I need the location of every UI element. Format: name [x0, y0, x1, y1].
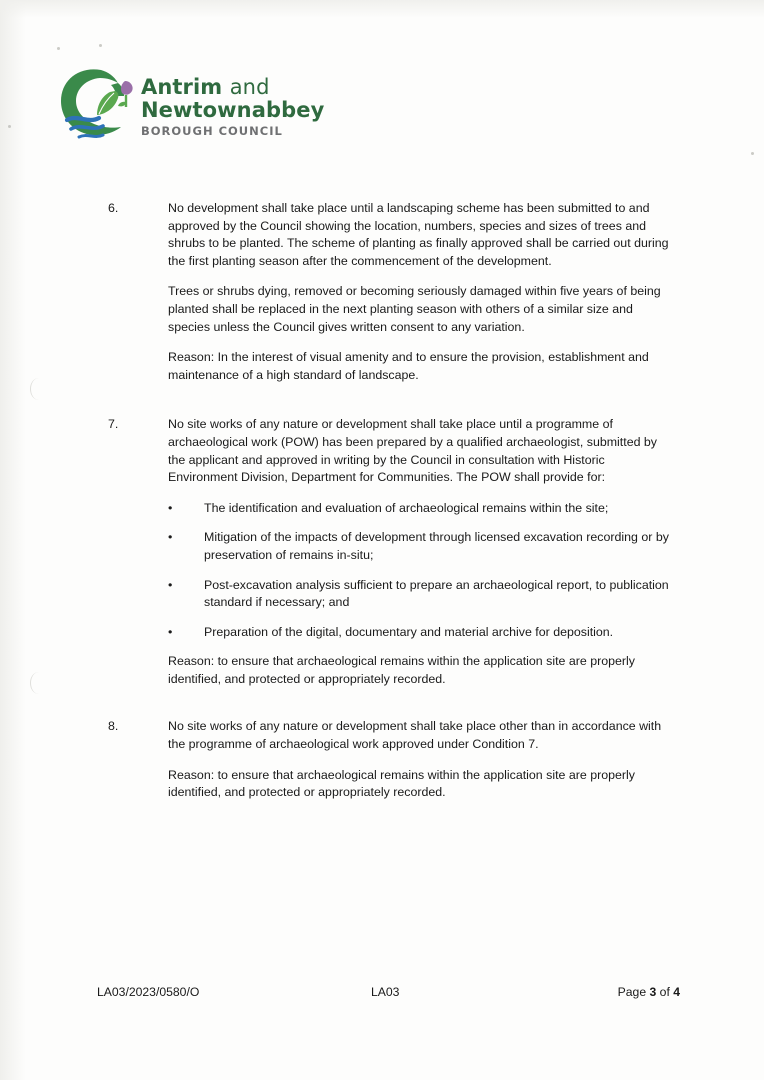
condition-paragraph: No development shall take place until a landscaping scheme has been submitted to and approved by the Council showing the location, numbers, species and sizes of trees and shrubs to be planted. The scheme of planting as finally approved shall be carried out during the first planting season after the commencement of the development. — [168, 201, 669, 268]
list-item — [168, 500, 676, 518]
condition-reason: Reason: In the interest of visual amenity and to ensure the provision, establishment and maintenance of a high standard of landscape. — [168, 350, 649, 382]
condition-paragraph: No site works of any nature or development shall take place other than in accordance with the programme of archaeological work approved under Condition 7. — [168, 719, 662, 752]
bullet-dot-icon: • — [168, 500, 173, 515]
footer-page-prefix: Page — [617, 985, 650, 999]
logo-line-and: and — [229, 75, 270, 99]
list-item — [168, 624, 676, 642]
footer-reference: LA03/2023/0580/O — [97, 985, 200, 999]
condition-body — [168, 200, 676, 384]
bullet-dot-icon: • — [168, 577, 173, 592]
scan-speck — [57, 47, 60, 50]
page-footer — [0, 985, 764, 1007]
condition-number: 8. — [108, 719, 119, 734]
condition-bullet-list — [168, 500, 676, 642]
condition-number: 6. — [108, 201, 119, 215]
list-item — [168, 577, 676, 612]
scan-speck — [8, 125, 11, 128]
condition-reason: Reason: to ensure that archaeological remains within the application site are properly identified, and protected or appropriately recorded. — [168, 767, 635, 800]
condition-item — [0, 416, 764, 688]
scan-speck — [99, 44, 102, 47]
condition-body — [168, 416, 676, 688]
footer-page-indicator — [618, 985, 680, 999]
scan-speck — [751, 152, 754, 155]
footer-page-number: 3 — [649, 985, 657, 999]
list-item-text: Post-excavation analysis sufficient to prepare an archaeological report, to publication standard if necessary; and — [204, 577, 669, 610]
condition-paragraph: Trees or shrubs dying, removed or becoming seriously damaged within five years of being planted shall be replaced in the next planting season with others of a similar size and species unless the Council gives written consent to any variation. — [168, 284, 661, 334]
condition-item — [0, 200, 764, 384]
condition-reason: Reason: to ensure that archaeological remains within the application site are properly identified, and protected or appropriately recorded. — [168, 654, 635, 686]
conditions-list — [0, 200, 764, 828]
logo-line-newtownabbey: Newtownabbey — [141, 98, 325, 122]
council-logo-icon — [55, 62, 145, 144]
condition-number: 7. — [108, 417, 119, 432]
logo-line-borough-council: BOROUGH COUNCIL — [141, 124, 283, 138]
council-logo — [55, 62, 335, 148]
footer-page-of: of — [656, 985, 674, 999]
bullet-dot-icon: • — [168, 530, 173, 545]
council-logo-wordmark — [141, 76, 341, 138]
footer-page-total: 4 — [673, 985, 680, 999]
list-item-text: Mitigation of the impacts of development through licensed excavation recording or by preservation of remains in-situ; — [204, 530, 669, 562]
bullet-dot-icon: • — [168, 624, 173, 639]
list-item — [168, 529, 676, 564]
logo-line-antrim: Antrim — [141, 75, 223, 99]
condition-body — [168, 718, 676, 801]
list-item-text: The identification and evaluation of archaeological remains within the site; — [204, 500, 609, 515]
condition-item — [0, 718, 764, 801]
footer-council-code: LA03 — [371, 985, 400, 999]
list-item-text: Preparation of the digital, documentary and material archive for deposition. — [204, 624, 614, 639]
scan-edge-shadow-top — [0, 0, 764, 18]
condition-paragraph: No site works of any nature or development shall take place until a programme of archaeological work (POW) has been prepared by a qualified archaeologist, submitted by the applicant and approved in writing by the Council in consultation with Historic Environment Division, Department for Communities. The POW shall provide for: — [168, 417, 658, 485]
